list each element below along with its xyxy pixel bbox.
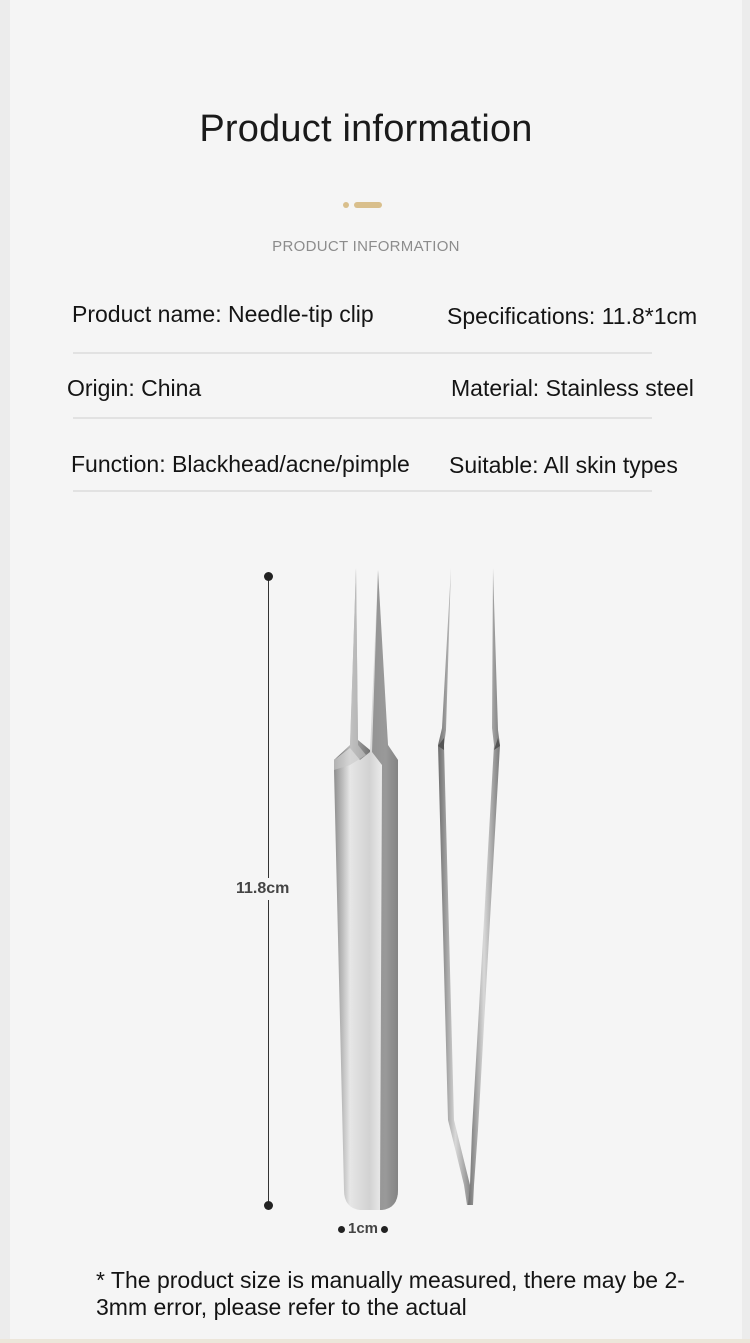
spec-suitable: Suitable: All skin types <box>449 452 678 478</box>
measurement-note: * The product size is manually measured, there may be 2-3mm error, please refer to the actual <box>96 1267 685 1320</box>
width-start-dot <box>338 1226 345 1233</box>
width-dimension <box>335 1220 391 1237</box>
width-label: 1cm <box>348 1220 379 1237</box>
spec-function: Function: Blackhead/acne/pimple <box>71 451 410 477</box>
divider-dot <box>343 202 349 208</box>
spec-specifications: Specifications: 11.8*1cm <box>447 303 698 329</box>
divider-bar <box>354 202 382 208</box>
spec-material: Material: Stainless steel <box>451 375 694 401</box>
spec-divider <box>73 352 652 354</box>
spec-origin: Origin: China <box>67 375 202 401</box>
spec-divider <box>73 417 652 419</box>
page-subtitle: PRODUCT INFORMATION <box>272 238 460 255</box>
length-label: 11.8cm <box>236 878 289 900</box>
tweezers-image <box>320 560 520 1220</box>
spec-divider <box>73 490 652 492</box>
spec-product-name: Product name: Needle-tip clip <box>72 301 374 327</box>
title-divider-icon <box>0 201 750 209</box>
dimension-end-dot <box>264 1201 273 1210</box>
width-end-dot <box>381 1226 388 1233</box>
bottom-strip <box>0 1339 750 1343</box>
page-title: Product information <box>199 108 533 150</box>
dimension-start-dot <box>264 572 273 581</box>
